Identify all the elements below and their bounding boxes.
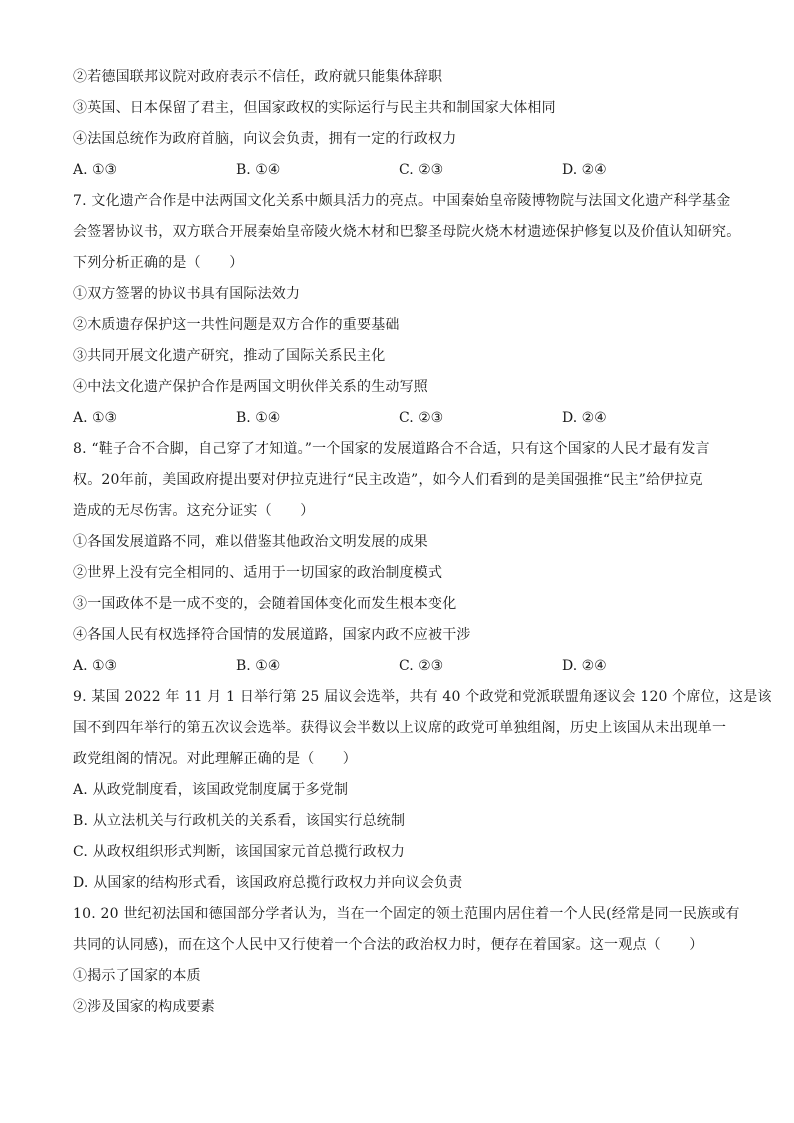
q7-option-c: C. ②③ xyxy=(399,410,444,426)
q7-item-1: ①双方签署的协议书具有国际法效力 xyxy=(73,286,301,302)
q7-options xyxy=(73,403,743,434)
q10-stem-line-2: 共同的认同感)，而在这个人民中又行使着一个合法的政治权力时，便存在着国家。这一观点（ ） xyxy=(73,937,704,953)
q9-stem-line-3: 政党组阁的情况。对此理解正确的是（ ） xyxy=(73,751,357,767)
q8-options xyxy=(73,651,743,682)
q9-stem-line-1: 9. 某国 2022 年 11 月 1 日举行第 25 届议会选举，共有 40 个政党和党派联盟角逐议会 120 个席位，这是该 xyxy=(73,689,772,705)
q6-item-2: ②若德国联邦议院对政府表示不信任，政府就只能集体辞职 xyxy=(73,69,443,85)
q6-option-d: D. ②④ xyxy=(562,162,607,178)
q6-item-3: ③英国、日本保留了君主，但国家政权的实际运行与民主共和制国家大体相同 xyxy=(73,100,556,116)
q8-option-d: D. ②④ xyxy=(562,658,607,674)
q8-option-a: A. ①③ xyxy=(73,658,118,674)
q7-stem-line-3: 下列分析正确的是（ ） xyxy=(73,255,244,271)
q9-stem-line-2: 国不到四年举行的第五次议会选举。获得议会半数以上议席的政党可单独组阁，历史上该国从未出现单一 xyxy=(73,720,727,736)
question-10-block xyxy=(73,899,743,1023)
q7-stem-line-1: 7. 文化遗产合作是中法两国文化关系中颇具活力的亮点。中国秦始皇帝陵博物院与法国文化遗产科学基金 xyxy=(73,193,731,209)
q6-option-b: B. ①④ xyxy=(236,162,281,178)
q9-option-c: C. 从政权组织形式判断，该国国家元首总揽行政权力 xyxy=(73,844,406,860)
q10-stem-line-1: 10. 20 世纪初法国和德国部分学者认为，当在一个固定的领土范围内居住着一个人民(经常是同一民族或有 xyxy=(73,906,740,922)
q7-option-b: B. ①④ xyxy=(236,410,281,426)
q8-stem-line-1: 8. “鞋子合不合脚，自己穿了才知道。”一个国家的发展道路合不合适，只有这个国家的人民才最有发言 xyxy=(73,441,710,457)
q8-item-2: ②世界上没有完全相同的、适用于一切国家的政治制度模式 xyxy=(73,565,443,581)
q6-option-a: A. ①③ xyxy=(73,162,118,178)
q8-item-4: ④各国人民有权选择符合国情的发展道路，国家内政不应被干涉 xyxy=(73,627,471,643)
q10-item-1: ①揭示了国家的本质 xyxy=(73,968,201,984)
question-6-block xyxy=(73,62,743,186)
question-7-block xyxy=(73,186,743,434)
page-content xyxy=(73,62,772,1023)
q9-option-b: B. 从立法机关与行政机关的关系看，该国实行总统制 xyxy=(73,813,406,829)
q7-item-2: ②木质遗存保护这一共性问题是双方合作的重要基础 xyxy=(73,317,400,333)
q9-option-a: A. 从政党制度看，该国政党制度属于多党制 xyxy=(73,782,349,798)
q7-item-3: ③共同开展文化遗产研究，推动了国际关系民主化 xyxy=(73,348,386,364)
q7-stem-line-2: 会签署协议书，双方联合开展秦始皇帝陵火烧木材和巴黎圣母院火烧木材遗迹保护修复以及价值认知研究。 xyxy=(73,224,741,240)
q9-option-d: D. 从国家的结构形式看，该国政府总揽行政权力并向议会负责 xyxy=(73,875,463,891)
q8-option-b: B. ①④ xyxy=(236,658,281,674)
q8-option-c: C. ②③ xyxy=(399,658,444,674)
question-9-block xyxy=(73,682,772,899)
q8-stem-line-2: 权。20年前，美国政府提出要对伊拉克进行“民主改造”，如今人们看到的是美国强推“民主”给伊拉克 xyxy=(73,472,703,488)
q7-option-d: D. ②④ xyxy=(562,410,607,426)
q7-item-4: ④中法文化遗产保护合作是两国文明伙伴关系的生动写照 xyxy=(73,379,428,395)
q8-item-1: ①各国发展道路不同，难以借鉴其他政治文明发展的成果 xyxy=(73,534,428,550)
question-8-block xyxy=(73,434,743,682)
q6-options xyxy=(73,155,743,186)
q6-option-c: C. ②③ xyxy=(399,162,444,178)
q8-stem-line-3: 造成的无尽伤害。这充分证实（ ） xyxy=(73,503,315,519)
q8-item-3: ③一国政体不是一成不变的，会随着国体变化而发生根本变化 xyxy=(73,596,457,612)
q6-item-4: ④法国总统作为政府首脑，向议会负责，拥有一定的行政权力 xyxy=(73,131,457,147)
q10-item-2: ②涉及国家的构成要素 xyxy=(73,999,215,1015)
q7-option-a: A. ①③ xyxy=(73,410,118,426)
